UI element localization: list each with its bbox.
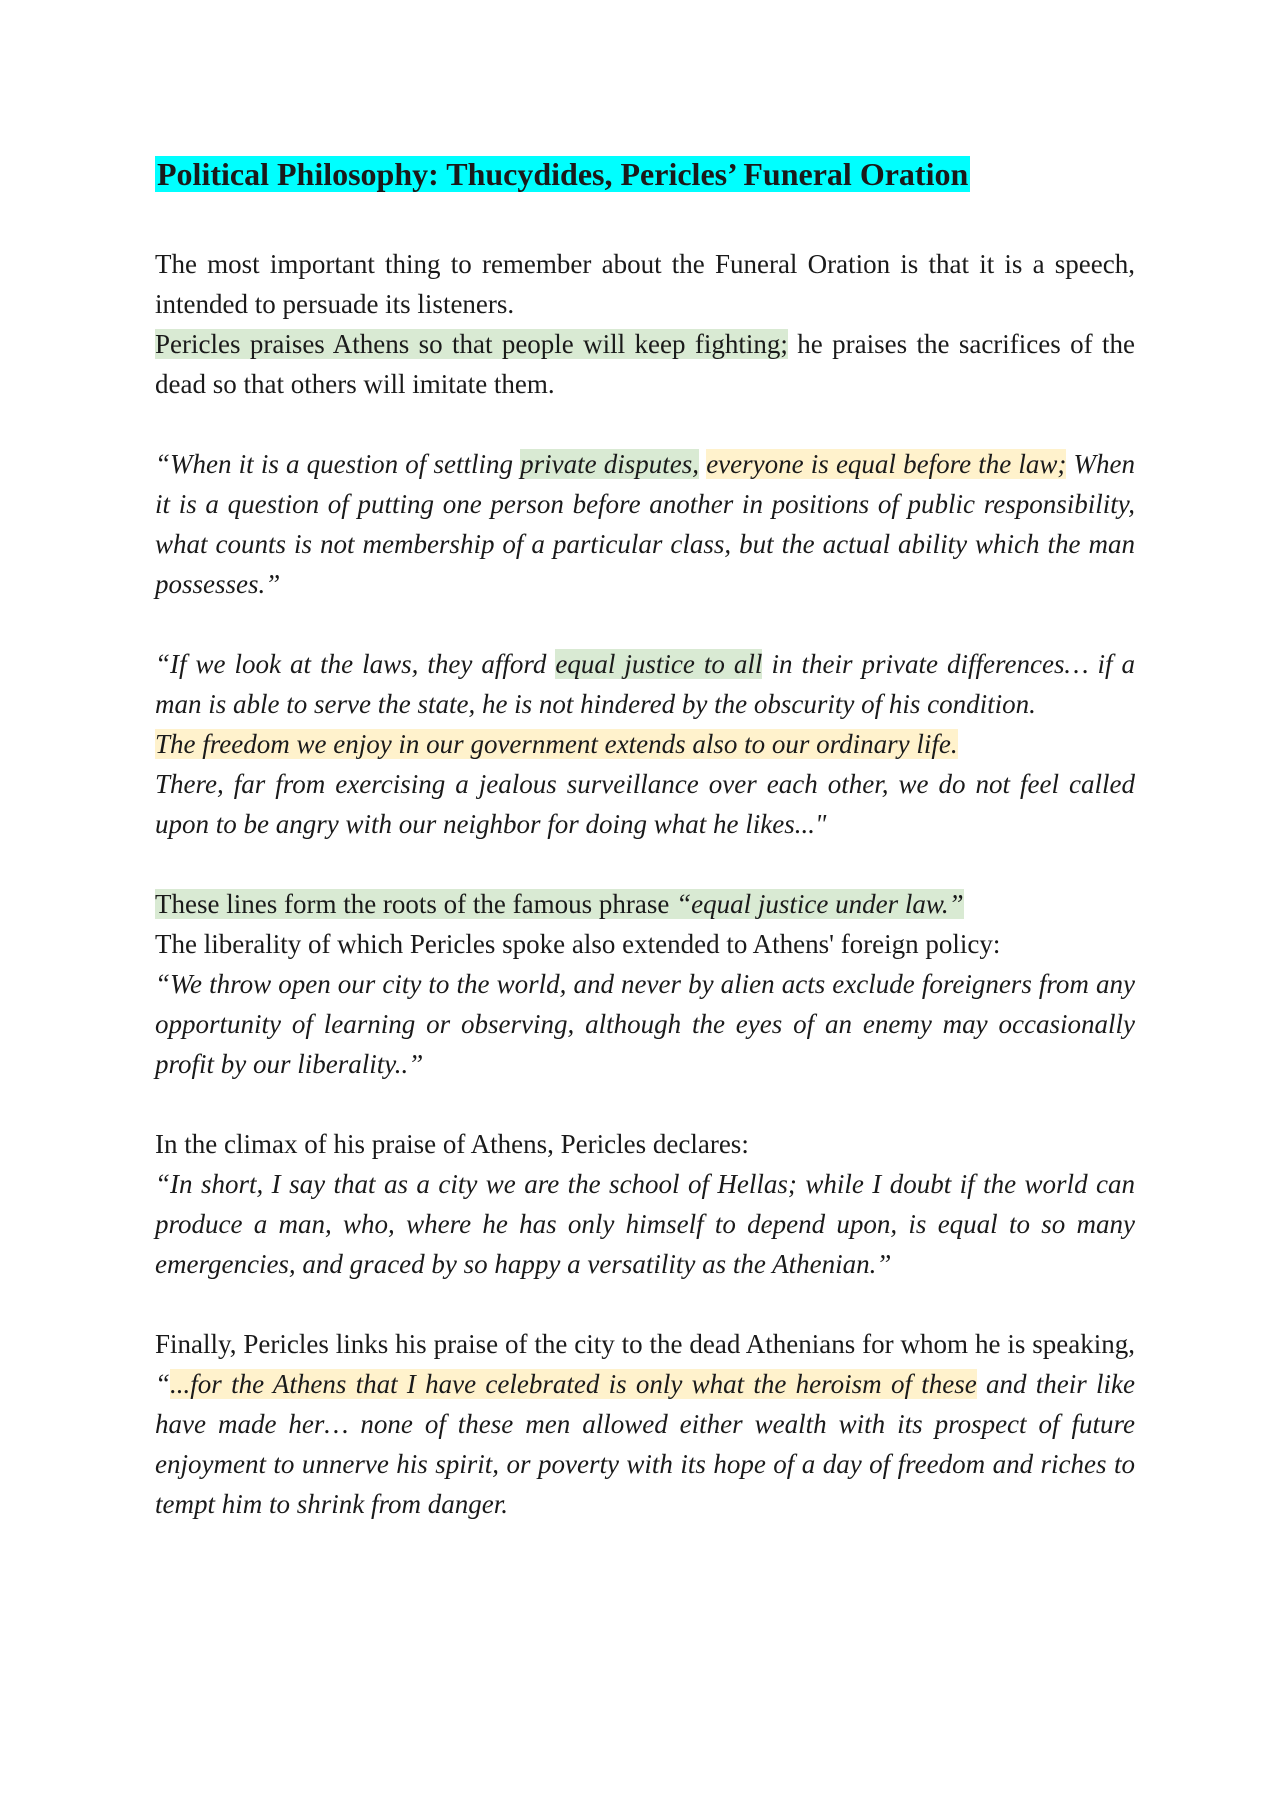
foreign-policy-text: The liberality of which Pericles spoke also extended to Athens' foreign policy: [155, 929, 1001, 959]
phrase-quote: “equal justice under law.” [676, 889, 964, 919]
yellow-highlight: The freedom we enjoy in our government extends also to our ordinary life. [155, 729, 958, 759]
green-highlight: equal justice to all [555, 649, 763, 679]
paragraph-climax [155, 1124, 1135, 1164]
finally-text: Finally, Pericles links his praise of the city to the dead Athenians for whom he is speaking, [155, 1329, 1135, 1359]
paragraph-intro [155, 244, 1135, 324]
quote-text: “If we look at the laws, they afford [155, 649, 556, 679]
quote-equal-before-law [155, 444, 1135, 604]
quote-text: There, far from exercising a jealous surveillance over each other, we do not feel called upon to be angry with our neighbor for doing what he likes..." [155, 769, 1135, 839]
quote-surveillance [155, 764, 1135, 844]
paragraph-foreign-policy [155, 924, 1135, 964]
quote-open-city [155, 964, 1135, 1084]
quote-text: “In short, I say that as a city we are the school of Hellas; while I doubt if the world can produce a man, who, where he has only himself to depend upon, is equal to so many emergencies, and graced by so happy a versatility as the Athenian.” [155, 1169, 1135, 1279]
quote-mark: “ [155, 1369, 171, 1399]
green-highlight: private disputes, [520, 449, 700, 479]
page-title [155, 150, 1135, 198]
paragraph-purpose [155, 324, 1135, 404]
climax-text: In the climax of his praise of Athens, Pericles declares: [155, 1129, 749, 1159]
quote-freedom [155, 724, 1135, 764]
quote-text: When it is a question of putting one person before another in positions of public responsibility, what counts is not membership of a particular class, but the actual ability which the man possesses.” [155, 449, 1136, 599]
quote-text: “When it is a question of settling [155, 449, 521, 479]
quote-text: “We throw open our city to the world, and never by alien acts exclude foreigners from any opportunity of learning or observing, although the eyes of an enemy may occasionally profit by our liberality..” [155, 969, 1135, 1079]
intro-text: The most important thing to remember about the Funeral Oration is that it is a speech, intended to persuade its listeners. [155, 249, 1135, 319]
quote-text: in their private differences… if a man is able to serve the state, he is not hindered by the obscurity of his condition. [155, 649, 1136, 719]
quote-text: and their like have made her… none of these men allowed either wealth with its prospect of future enjoyment to unnerve his spirit, or poverty with its hope of a day of freedom and riches to tempt him to shrink from danger. [155, 1369, 1135, 1519]
phrase-text: These lines form the roots of the famous phrase [155, 889, 677, 919]
purpose-text: he praises the sacrifices of the dead so that others will imitate them. [155, 329, 1135, 399]
paragraph-finally [155, 1324, 1135, 1524]
green-highlight: Pericles praises Athens so that people will keep fighting; [155, 329, 788, 359]
title-highlight: Political Philosophy: Thucydides, Pericles’ Funeral Oration [157, 156, 969, 192]
yellow-highlight: everyone is equal before the law; [706, 449, 1067, 479]
quote-equal-justice [155, 644, 1135, 724]
paragraph-equal-justice-phrase [155, 884, 1135, 924]
quote-school-of-hellas [155, 1164, 1135, 1284]
green-highlight [155, 889, 964, 919]
yellow-highlight: ...for the Athens that I have celebrated is only what the heroism of these [170, 1369, 977, 1399]
document-page [155, 150, 1135, 1524]
